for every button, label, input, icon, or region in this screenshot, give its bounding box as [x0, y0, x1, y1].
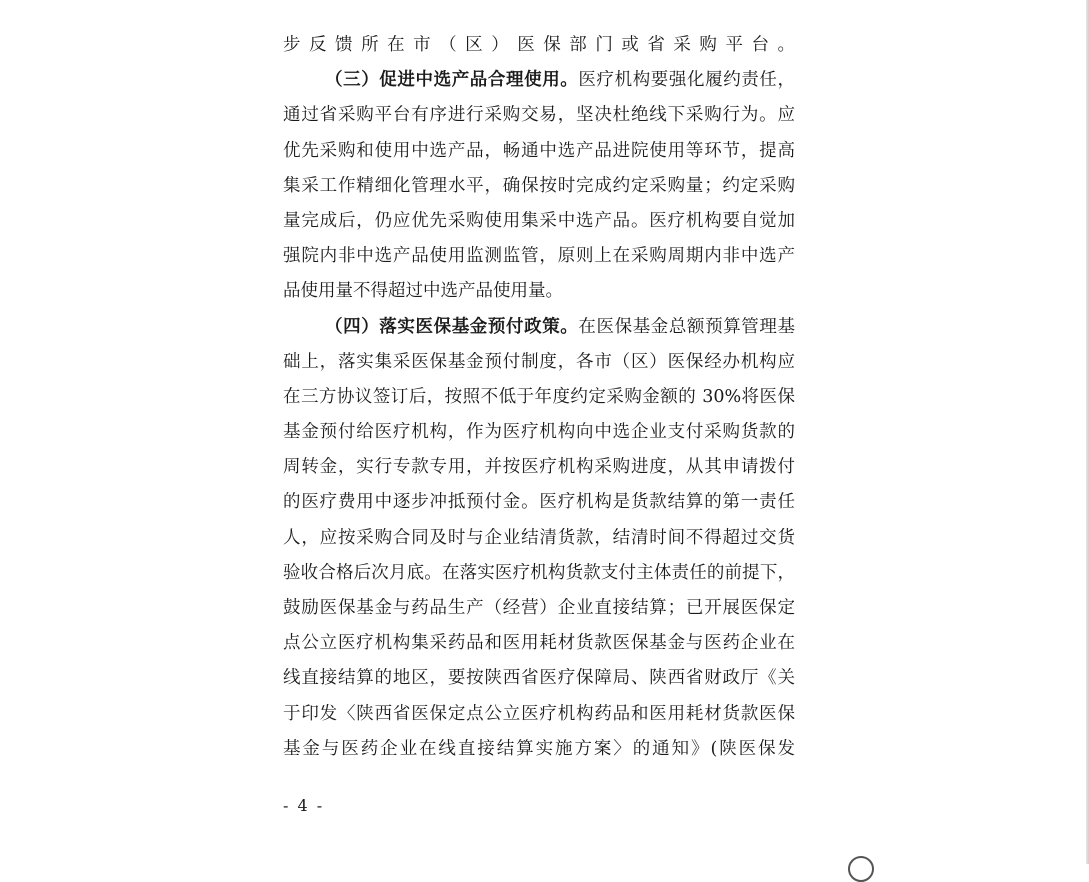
text-line: 通过省采购平台有序进行采购交易，坚决杜绝线下采购行为。应	[283, 105, 795, 126]
text-line: 集采工作精细化管理水平，确保按时完成约定采购量；约定采购	[283, 175, 795, 196]
text-line: 人，应按采购合同及时与企业结清货款，结清时间不得超过交货	[283, 527, 795, 548]
text-line: 周转金，实行专款专用，并按医疗机构采购进度，从其申请拨付	[283, 457, 795, 478]
text-line: 础上，落实集采医保基金预付制度，各市（区）医保经办机构应	[283, 351, 795, 372]
text-line: 点公立医疗机构集采药品和医用耗材货款医保基金与医药企业在	[283, 633, 795, 654]
text-line: 验收合格后次月底。在落实医疗机构货款支付主体责任的前提下，	[283, 562, 795, 583]
text-line: 基金与医药企业在线直接结算实施方案〉的通知》(陕医保发	[283, 738, 795, 759]
section-4-first-line	[283, 310, 795, 345]
section-3-heading: （三）促进中选产品合理使用。	[325, 70, 579, 91]
section-4-lead-text: 在医保基金总额预算管理基	[578, 316, 796, 337]
text-line: 线直接结算的地区，要按陕西省医疗保障局、陕西省财政厅《关	[283, 668, 795, 689]
page-number: - 4 -	[283, 796, 325, 815]
section-3-first-line	[283, 63, 795, 98]
text-line: 于印发〈陕西省医保定点公立医疗机构药品和医用耗材货款医保	[283, 703, 795, 724]
text-line: 强院内非中选产品使用监测监管，原则上在采购周期内非中选产	[283, 246, 795, 267]
text-line: 品使用量不得超过中选产品使用量。	[283, 281, 563, 302]
circle-icon	[848, 856, 874, 882]
text-line: 优先采购和使用中选产品，畅通中选产品进院使用等环节，提高	[283, 140, 795, 161]
text-line: 在三方协议签订后，按照不低于年度约定采购金额的 30%将医保	[283, 386, 795, 407]
body-text	[283, 28, 795, 767]
text-line: 的医疗费用中逐步冲抵预付金。医疗机构是货款结算的第一责任	[283, 492, 795, 513]
text-line: 步反馈所在市（区）医保部门或省采购平台。	[283, 35, 795, 55]
text-line: 鼓励医保基金与药品生产（经营）企业直接结算；已开展医保定	[283, 598, 795, 618]
section-3-lead-text: 医疗机构要强化履约责任，	[578, 70, 796, 91]
section-4-heading: （四）落实医保基金预付政策。	[325, 316, 579, 337]
text-line: 基金预付给医疗机构，作为医疗机构向中选企业支付采购货款的	[283, 422, 795, 443]
text-line: 量完成后，仍应优先采购使用集采中选产品。医疗机构要自觉加	[283, 210, 795, 231]
